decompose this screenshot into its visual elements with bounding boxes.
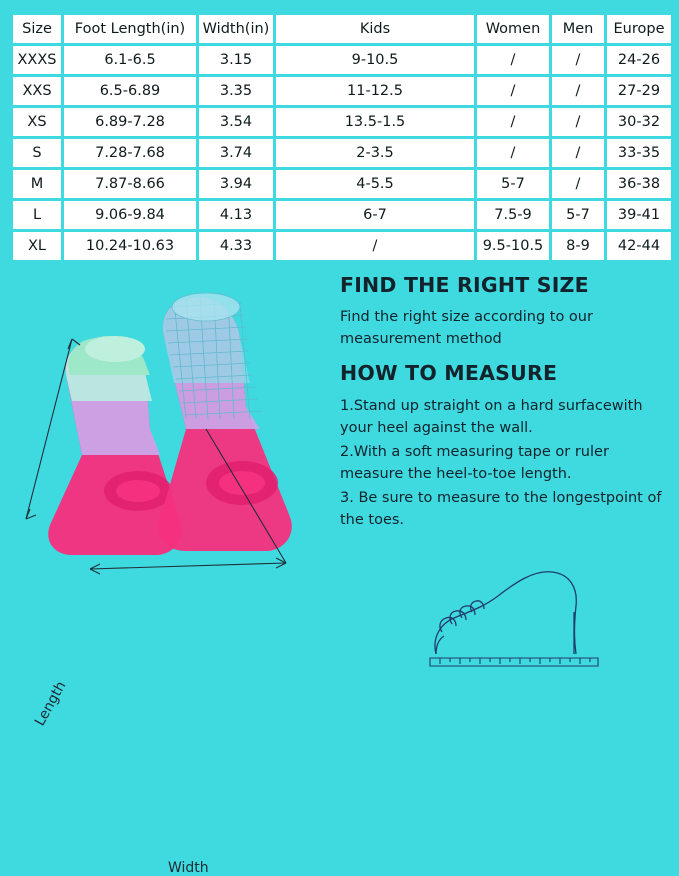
- cell-size: S: [13, 139, 61, 167]
- cell-europe: 42-44: [607, 232, 671, 260]
- cell-size: XXS: [13, 77, 61, 105]
- header-women: Women: [477, 15, 549, 43]
- cell-men: /: [552, 170, 604, 198]
- cell-women: 5-7: [477, 170, 549, 198]
- cell-women: /: [477, 46, 549, 74]
- cell-width: 4.13: [199, 201, 273, 229]
- table-row: [13, 170, 671, 198]
- fin-right: [158, 293, 291, 551]
- cell-size: M: [13, 170, 61, 198]
- cell-europe: 27-29: [607, 77, 671, 105]
- measure-step: 2.With a soft measuring tape or ruler measure the heel-to-toe length.: [340, 443, 609, 482]
- cell-men: 8-9: [552, 232, 604, 260]
- measure-step: 1.Stand up straight on a hard surfacewith your heel against the wall.: [340, 397, 643, 436]
- measure-step: 3. Be sure to measure to the longestpoint of the toes.: [340, 489, 662, 528]
- cell-kids: 13.5-1.5: [276, 108, 474, 136]
- cell-foot: 9.06-9.84: [64, 201, 196, 229]
- table-row: [13, 77, 671, 105]
- table-row: [13, 46, 671, 74]
- measure-steps: [340, 395, 666, 531]
- table-row: [13, 232, 671, 260]
- cell-width: 3.35: [199, 77, 273, 105]
- cell-men: /: [552, 108, 604, 136]
- cell-size: XS: [13, 108, 61, 136]
- cell-europe: 39-41: [607, 201, 671, 229]
- header-men: Men: [552, 15, 604, 43]
- cell-size: XXXS: [13, 46, 61, 74]
- cell-europe: 30-32: [607, 108, 671, 136]
- cell-foot: 6.5-6.89: [64, 77, 196, 105]
- cell-kids: 6-7: [276, 201, 474, 229]
- cell-women: /: [477, 139, 549, 167]
- header-foot-length: Foot Length(in): [64, 15, 196, 43]
- cell-size: XL: [13, 232, 61, 260]
- cell-men: /: [552, 77, 604, 105]
- header-kids: Kids: [276, 15, 474, 43]
- how-to-measure-title: HOW TO MEASURE: [340, 360, 558, 385]
- header-europe: Europe: [607, 15, 671, 43]
- cell-women: 9.5-10.5: [477, 232, 549, 260]
- guide-text-column: [340, 273, 666, 533]
- cell-foot: 7.87-8.66: [64, 170, 196, 198]
- cell-width: 3.15: [199, 46, 273, 74]
- cell-foot: 6.89-7.28: [64, 108, 196, 136]
- find-right-size-title: FIND THE RIGHT SIZE: [340, 273, 589, 297]
- cell-europe: 24-26: [607, 46, 671, 74]
- cell-width: 3.74: [199, 139, 273, 167]
- find-right-size-text: Find the right size according to our measurement method: [340, 309, 593, 347]
- cell-size: L: [13, 201, 61, 229]
- cell-women: 7.5-9: [477, 201, 549, 229]
- cell-men: 5-7: [552, 201, 604, 229]
- cell-width: 3.94: [199, 170, 273, 198]
- cell-kids: 2-3.5: [276, 139, 474, 167]
- size-chart-table: [10, 12, 674, 263]
- cell-kids: 11-12.5: [276, 77, 474, 105]
- table-body: [13, 15, 671, 260]
- cell-kids: 9-10.5: [276, 46, 474, 74]
- header-width: Width(in): [199, 15, 273, 43]
- cell-foot: 10.24-10.63: [64, 232, 196, 260]
- swim-fins-illustration: [10, 279, 330, 609]
- cell-kids: 4-5.5: [276, 170, 474, 198]
- table-row: [13, 108, 671, 136]
- cell-men: /: [552, 139, 604, 167]
- cell-foot: 6.1-6.5: [64, 46, 196, 74]
- length-label: Length: [32, 678, 70, 729]
- cell-europe: 36-38: [607, 170, 671, 198]
- cell-men: /: [552, 46, 604, 74]
- cell-europe: 33-35: [607, 139, 671, 167]
- table-header-row: [13, 15, 671, 43]
- cell-width: 3.54: [199, 108, 273, 136]
- cell-foot: 7.28-7.68: [64, 139, 196, 167]
- width-label: Width: [168, 860, 209, 876]
- table-row: [13, 139, 671, 167]
- cell-women: /: [477, 108, 549, 136]
- table-row: [13, 201, 671, 229]
- cell-kids: /: [276, 232, 474, 260]
- header-size: Size: [13, 15, 61, 43]
- cell-width: 4.33: [199, 232, 273, 260]
- foot-measure-icon: [424, 562, 604, 670]
- cell-women: /: [477, 77, 549, 105]
